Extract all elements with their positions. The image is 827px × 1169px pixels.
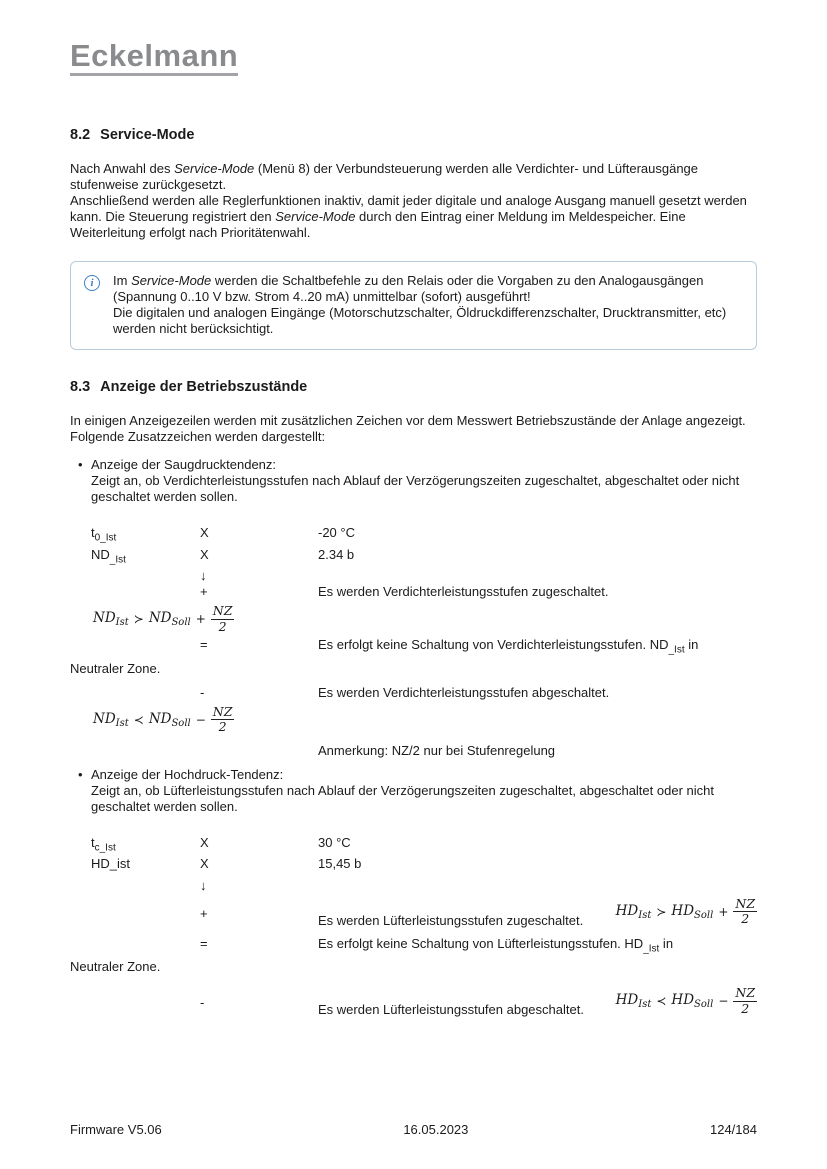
text-run: Nach Anwahl des [70, 161, 175, 176]
fraction-numerator: NZ [735, 985, 755, 1001]
bullet-content [91, 457, 757, 505]
formula-term [671, 992, 714, 1011]
formula-subscript: Ist [115, 718, 129, 730]
text-run: (Menü 8) der Verbundsteuerung werden alle Verdichter- und Lüfterausgänge stufenweise zurückgesetzt. [70, 161, 699, 192]
formula-nd-greater [93, 604, 234, 634]
formula-subscript: Soll [694, 999, 714, 1011]
text-run: ND [93, 610, 116, 627]
state-description [318, 637, 757, 659]
fraction-numerator: NZ [212, 703, 233, 719]
table-row-tc [91, 835, 757, 857]
text-run: in [659, 935, 674, 951]
paragraph [70, 193, 757, 241]
plus-operator: + [718, 904, 729, 919]
note-text-1 [113, 273, 740, 305]
section-heading-8-2 [70, 126, 757, 144]
fraction [733, 897, 757, 927]
measurement-label [91, 835, 200, 857]
info-icon: i [84, 275, 100, 291]
text-run: Es erfolgt keine Schaltung von Lüfterleistungsstufen. HD [318, 935, 644, 951]
fraction-denominator: 2 [741, 911, 750, 927]
text-run: t [91, 525, 95, 540]
info-note-box [70, 261, 757, 350]
label-subscript: _Ist [668, 644, 685, 656]
formula-term [93, 711, 129, 730]
measurement-label [91, 856, 200, 878]
bullet-body: Zeigt an, ob Verdichterleistungsstufen nach Ablauf der Verzögerungszeiten zugeschaltet, abgeschaltet oder nicht geschaltet werden sollen. [91, 473, 740, 504]
measurement-label [91, 525, 200, 547]
table-row-hd [91, 856, 757, 878]
text-run: HD [671, 903, 695, 920]
formula-term [615, 903, 652, 922]
formula-nd-less [93, 705, 234, 735]
neutral-zone-text: Neutraler Zone. [70, 660, 161, 676]
formula-hd-greater [616, 897, 757, 927]
plus-symbol: + [200, 905, 208, 921]
formula-nd-minus-line [93, 705, 757, 735]
formula-term [615, 992, 652, 1011]
text-run: ND [93, 711, 116, 728]
table-row-t0 [91, 525, 757, 547]
eckelmann-logo: Eckelmann [70, 40, 238, 76]
table-row-remark [91, 743, 757, 759]
text-run: Anschließend werden alle Reglerfunktionen inaktiv, damit jeder digitale und analoge Ausgang manuell gesetzt werden kann. Die Steuerung registriert den [70, 193, 747, 224]
formula-subscript: Soll [171, 617, 191, 629]
arrow-down-icon: ↓ [200, 877, 207, 893]
text-run: HD [615, 903, 639, 920]
text-run: HD_ist [91, 856, 131, 872]
intro-paragraph: In einigen Anzeigezeilen werden mit zusätzlichen Zeichen vor dem Messwert Betriebszustände der Anlage angezeigt. Folgende Zusatzzeichen werden dargestellt: [70, 413, 746, 444]
section-title: Service-Mode [100, 127, 195, 143]
formula-subscript: Ist [638, 999, 652, 1011]
note-text-2: Die digitalen und analogen Eingänge (Motorschutzschalter, Öldruckdifferenzschalter, Drucktransmitter, etc) werden nicht berücksichtigt. [113, 305, 727, 336]
table-row-equal [91, 936, 757, 958]
state-description-row [318, 985, 757, 1025]
minus-operator: − [195, 712, 206, 727]
formula-term [671, 903, 714, 922]
suction-state-table-continued [91, 685, 757, 759]
bullet-discharge-tendency [70, 767, 757, 815]
table-row-equal [91, 637, 757, 659]
paragraph [70, 161, 757, 193]
service-mode-paragraphs [70, 161, 757, 241]
text-run-italic: Service-Mode [174, 161, 255, 176]
formula-subscript: Ist [638, 910, 652, 922]
section-heading-8-3 [70, 378, 757, 396]
label-subscript: _Ist [643, 943, 660, 955]
minus-symbol: - [200, 995, 205, 1011]
minus-operator: − [718, 994, 729, 1009]
fraction-denominator: 2 [741, 1000, 750, 1016]
state-symbol: X [200, 834, 209, 850]
bullet-body: Zeigt an, ob Lüfterleistungsstufen nach Ablauf der Verzögerungszeiten zugeschaltet, abgeschaltet oder nicht geschaltet werden sollen. [91, 782, 714, 814]
text-run: ND [148, 610, 172, 627]
bullet-content [91, 767, 757, 815]
label-subscript: 0_Ist [94, 532, 117, 544]
formula-nd-plus-line [93, 604, 757, 634]
relational-operator: ≻ [656, 904, 667, 919]
state-symbol: X [200, 546, 209, 562]
relational-operator: ≻ [133, 612, 144, 627]
fraction-denominator: 2 [218, 618, 227, 634]
relational-operator: ≺ [133, 712, 144, 727]
equal-symbol: = [200, 935, 208, 951]
table-row-nd [91, 547, 757, 569]
bullet-title: Anzeige der Hochdruck-Tendenz: [91, 766, 284, 782]
text-run: in [684, 637, 699, 653]
state-description-row [318, 895, 757, 936]
formula-subscript: Ist [115, 617, 129, 629]
footer-page-number: 124/184 [709, 1122, 757, 1137]
text-run: durch den Eintrag einer Meldung im Meldespeicher. Eine Weiterleitung erfolgt nach Prioritätenwahl. [70, 209, 686, 240]
bullet-icon: • [78, 766, 83, 782]
plus-symbol: + [200, 584, 208, 600]
bullet-title: Anzeige der Saugdrucktendenz: [91, 457, 277, 472]
text-run-italic: Service-Mode [275, 209, 356, 224]
fraction [733, 986, 757, 1016]
state-symbol: X [200, 525, 209, 540]
minus-symbol: - [200, 684, 205, 700]
section-number: 8.2 [70, 127, 91, 143]
arrow-down-icon: ↓ [200, 568, 207, 584]
formula-hd-less [616, 986, 757, 1016]
bullet-suction-tendency [70, 457, 757, 505]
text-run: ND [148, 711, 172, 728]
section-number: 8.3 [70, 379, 91, 395]
fraction [211, 705, 235, 735]
fraction-numerator: NZ [735, 895, 755, 911]
text-run: HD [671, 992, 695, 1009]
suction-state-table [91, 525, 757, 659]
state-description: Es werden Verdichterleistungsstufen zugeschaltet. [318, 584, 609, 600]
state-description: Es werden Lüfterleistungsstufen abgeschaltet. [318, 1002, 584, 1018]
remark-text: Anmerkung: NZ/2 nur bei Stufenregelung [318, 742, 556, 758]
table-row-arrow [91, 568, 757, 584]
table-row-plus [91, 895, 757, 936]
formula-subscript: Soll [171, 718, 191, 730]
formula-term [148, 610, 191, 629]
text-run: Es erfolgt keine Schaltung von Verdichterleistungsstufen. ND [318, 637, 669, 653]
measurement-value: 30 °C [318, 834, 351, 850]
neutral-zone-text: Neutraler Zone. [70, 959, 161, 975]
footer-date: 16.05.2023 [403, 1122, 469, 1137]
relational-operator: ≺ [656, 994, 667, 1009]
page-footer [70, 1122, 757, 1138]
fraction [211, 604, 235, 634]
label-subscript: c_Ist [94, 842, 116, 854]
discharge-state-table-continued [91, 985, 757, 1025]
state-description: Es werden Verdichterleistungsstufen abgeschaltet. [318, 684, 610, 700]
footer-firmware-version: Firmware V5.06 [70, 1122, 162, 1137]
state-symbol: X [200, 856, 209, 872]
table-row-plus [91, 584, 757, 600]
text-run: Im [113, 273, 132, 288]
text-run-italic: Service-Mode [131, 273, 212, 288]
text-run: t [91, 834, 95, 850]
state-description: Es werden Lüfterleistungsstufen zugeschaltet. [318, 912, 584, 928]
table-row-minus [91, 985, 757, 1025]
discharge-state-table [91, 835, 757, 958]
measurement-value: 2.34 b [318, 546, 355, 562]
label-subscript: _Ist [109, 554, 126, 566]
fraction-numerator: NZ [212, 603, 233, 619]
measurement-label [91, 547, 200, 569]
equal-symbol: = [200, 637, 208, 653]
section-title: Anzeige der Betriebszustände [100, 379, 308, 395]
text-run: ND [91, 546, 110, 562]
bullet-icon: • [78, 457, 83, 472]
measurement-value: -20 °C [318, 525, 355, 540]
state-description [318, 936, 757, 958]
table-row-minus [91, 685, 757, 701]
text-run: werden die Schaltbefehle zu den Relais oder die Vorgaben zu den Analogausgängen (Spannung 0..10 V bzw. Strom 4..20 mA) unmittelbar (sofort) ausgeführt! [113, 273, 704, 304]
plus-operator: + [195, 612, 206, 627]
fraction-denominator: 2 [218, 719, 227, 735]
table-row-arrow [91, 878, 757, 894]
formula-subscript: Soll [694, 910, 714, 922]
measurement-value: 15,45 b [318, 856, 362, 872]
text-run: HD [615, 992, 639, 1009]
formula-term [93, 610, 129, 629]
formula-term [148, 711, 191, 730]
